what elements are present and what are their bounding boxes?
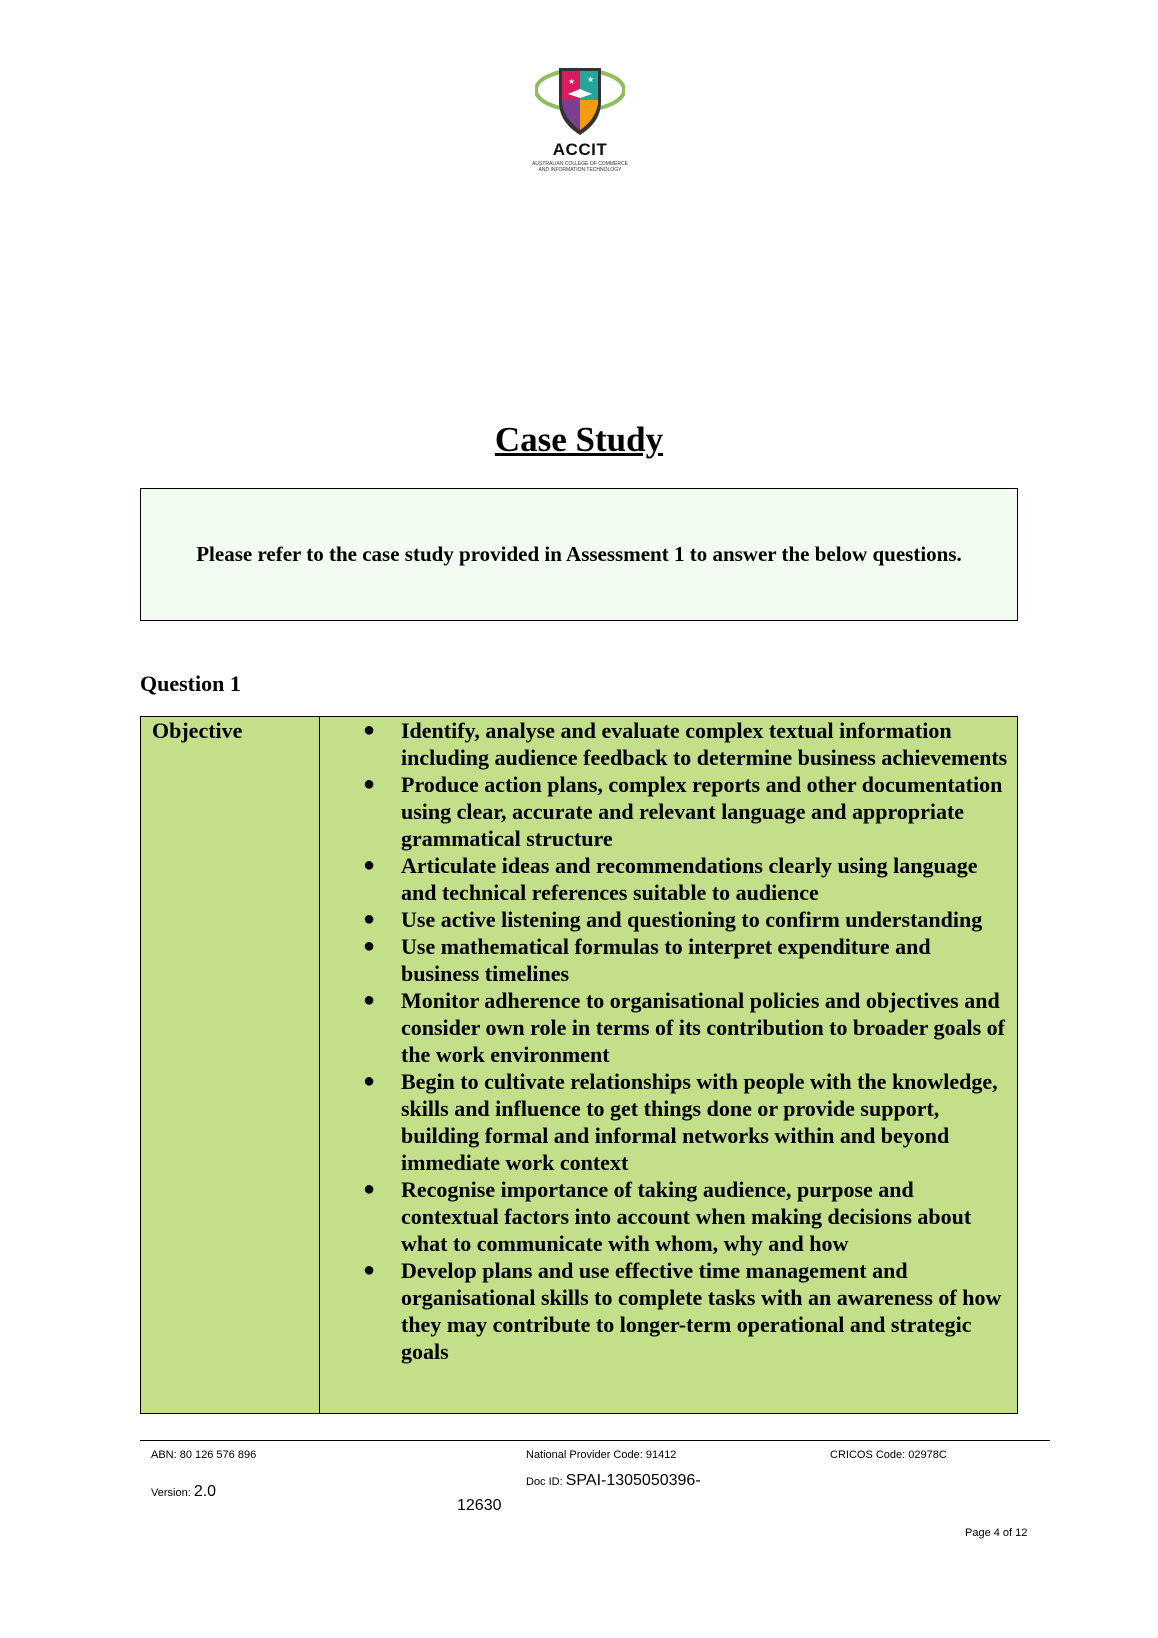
footer-provider-code: National Provider Code: 91412 xyxy=(526,1449,677,1461)
shield-emblem-icon xyxy=(535,60,625,140)
bullet-icon: ● xyxy=(363,989,376,1011)
footer-page-number: Page 4 of 12 xyxy=(965,1527,1028,1539)
instruction-text: Please refer to the case study provided in Assessment 1 to answer the below questions. xyxy=(196,542,962,566)
footer-docid xyxy=(526,1472,701,1490)
bullet-icon: ● xyxy=(363,773,376,795)
footer-docid-label: Doc ID: xyxy=(526,1476,566,1488)
list-item xyxy=(320,906,1017,933)
logo-subtitle xyxy=(525,161,635,173)
question-heading: Question 1 xyxy=(140,671,241,696)
bullet-icon: ● xyxy=(363,1070,376,1092)
bullet-icon: ● xyxy=(363,719,376,741)
list-item xyxy=(320,987,1017,1068)
logo-name: ACCIT xyxy=(552,140,608,159)
instruction-box xyxy=(140,488,1018,621)
bullet-icon: ● xyxy=(363,1178,376,1200)
list-item xyxy=(320,852,1017,906)
objective-label-cell xyxy=(141,717,320,1413)
footer-docid-continued xyxy=(457,1497,502,1515)
footer-divider xyxy=(140,1440,1050,1441)
objective-text: Develop plans and use effective time management and organisational skills to complete tasks with an awareness of how they may contribute to longer-term operational and strategic goals xyxy=(401,1258,1002,1364)
objective-text: Produce action plans, complex reports and other documentation using clear, accurate and relevant language and appropriate grammatical structure xyxy=(401,772,1003,851)
list-item xyxy=(320,1176,1017,1257)
svg-text:★: ★ xyxy=(568,77,576,86)
objective-list-cell xyxy=(320,717,1017,1413)
objective-text: Use mathematical formulas to interpret expenditure and business timelines xyxy=(401,934,931,986)
footer-docid-value: SPAI-1305050396- xyxy=(565,1472,701,1489)
list-item xyxy=(320,717,1017,771)
footer-cricos-code: CRICOS Code: 02978C xyxy=(830,1449,947,1461)
page-title: Case Study xyxy=(494,420,664,459)
footer-version-label: Version: xyxy=(151,1487,194,1499)
list-item xyxy=(320,933,1017,987)
bullet-icon: ● xyxy=(363,908,376,930)
bullet-icon: ● xyxy=(363,854,376,876)
bullet-icon: ● xyxy=(363,935,376,957)
footer-version xyxy=(151,1483,216,1501)
list-item xyxy=(320,1068,1017,1176)
list-item xyxy=(320,1257,1017,1365)
objective-text: Identify, analyse and evaluate complex textual information including audience feedback to determine business achievements xyxy=(401,718,1008,770)
footer-abn: ABN: 80 126 576 896 xyxy=(151,1449,257,1461)
objective-text: Articulate ideas and recommendations clearly using language and technical references suitable to audience xyxy=(401,853,978,905)
list-item xyxy=(320,771,1017,852)
footer-version-value: 2.0 xyxy=(193,1483,217,1500)
logo-subtitle-line2: AND INFORMATION TECHNOLOGY xyxy=(538,167,622,173)
svg-text:★: ★ xyxy=(587,75,595,84)
accit-logo xyxy=(525,60,635,178)
objective-table xyxy=(140,716,1018,1414)
objective-label: Objective xyxy=(152,718,243,743)
objective-list xyxy=(320,717,1017,1365)
objective-text: Monitor adherence to organisational policies and objectives and consider own role in terms of its contribution to broader goals of the work environment xyxy=(401,988,1005,1067)
bullet-icon: ● xyxy=(363,1259,376,1281)
objective-text: Begin to cultivate relationships with people with the knowledge, skills and influence to get things done or provide support, building formal and informal networks within and beyond immediate work context xyxy=(401,1069,998,1175)
footer-docid-cont-value: 12630 xyxy=(457,1497,502,1514)
logo-subtitle-line1: AUSTRALIAN COLLEGE OF COMMERCE xyxy=(532,161,628,167)
objective-text: Use active listening and questioning to confirm understanding xyxy=(401,907,983,932)
objective-text: Recognise importance of taking audience, purpose and contextual factors into account when making decisions about what to communicate with whom, why and how xyxy=(401,1177,972,1256)
